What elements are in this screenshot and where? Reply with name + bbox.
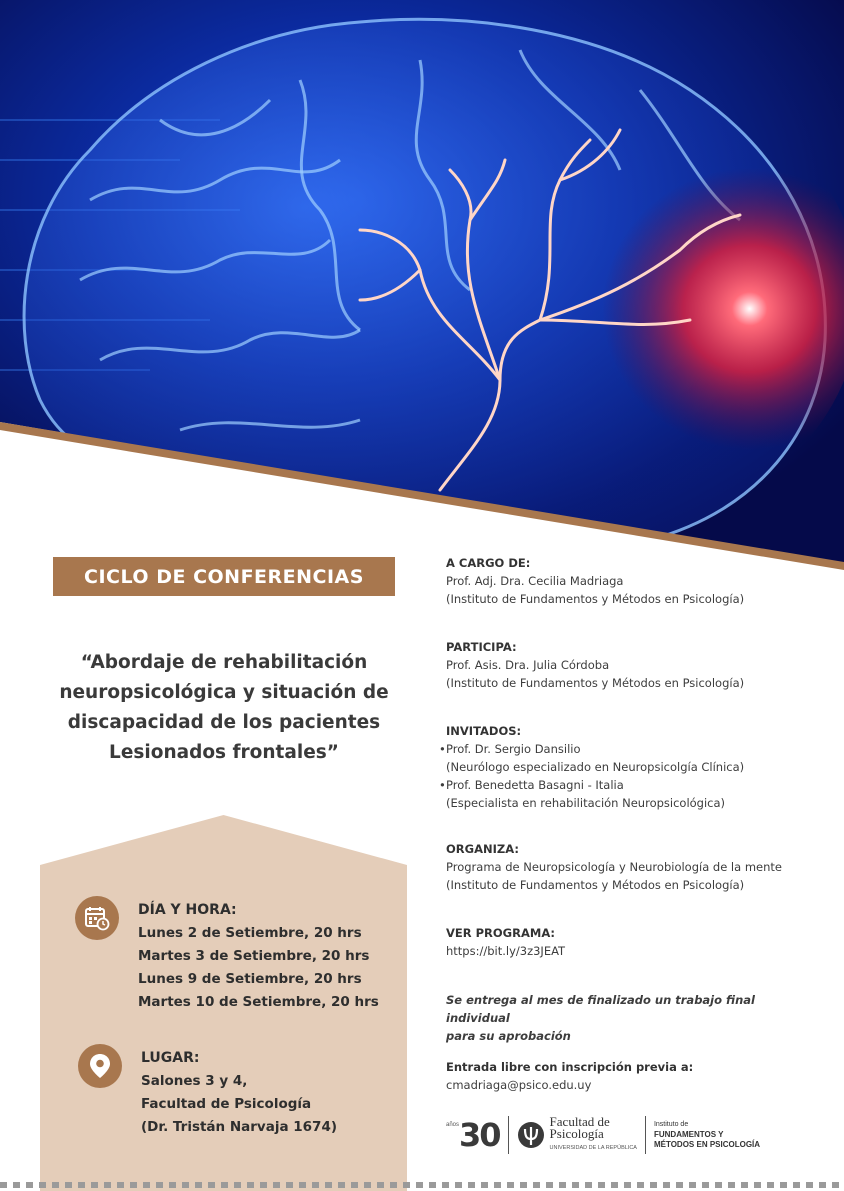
- evaluation-note: [446, 991, 816, 1045]
- anniversary-small-label: años: [446, 1122, 460, 1128]
- university-name: UNIVERSIDAD DE LA REPÚBLICA: [549, 1145, 637, 1151]
- section-line: (Instituto de Fundamentos y Métodos en Psicología): [446, 592, 745, 606]
- institute-line: Instituto de: [653, 1121, 689, 1128]
- event-type-badge: CICLO DE CONFERENCIAS: [53, 557, 395, 596]
- section-invitados: [446, 722, 816, 812]
- calendar-clock-icon: [84, 905, 110, 931]
- section-line: Prof. Asis. Dra. Julia Córdoba: [446, 658, 610, 672]
- place-block: [141, 1050, 337, 1139]
- place-title: LUGAR:: [141, 1050, 200, 1066]
- title-line: “Abordaje de rehabilitación: [80, 652, 368, 673]
- institute-logo: [646, 1120, 760, 1150]
- section-line: Programa de Neuropsicología y Neurobiología de la mente: [446, 860, 782, 874]
- schedule-icon-badge: [75, 896, 119, 940]
- section-a-cargo: [446, 554, 816, 608]
- schedule-block: [138, 902, 379, 1014]
- logo-bar: [446, 1113, 776, 1157]
- section-line: (Instituto de Fundamentos y Métodos en Psicología): [446, 676, 745, 690]
- guest-description: (Especialista en rehabilitación Neuropsicológica): [446, 796, 726, 810]
- dotted-footer-border: [0, 1182, 844, 1188]
- anniversary-number: 30: [459, 1116, 500, 1154]
- institute-line: MÉTODOS EN PSICOLOGÍA: [653, 1140, 761, 1149]
- faculty-name-line: Psicología: [549, 1126, 604, 1141]
- title-line: neuropsicológica y situación de: [59, 682, 389, 703]
- section-entrada: [446, 1058, 816, 1094]
- contact-email[interactable]: cmadriaga@psico.edu.uy: [446, 1078, 592, 1092]
- schedule-item: Martes 10 de Setiembre, 20 hrs: [138, 994, 379, 1010]
- conference-title: [40, 648, 408, 768]
- institute-line: FUNDAMENTOS Y: [653, 1130, 724, 1139]
- guest-description: (Neurólogo especializado en Neuropsicolgía Clínica): [446, 760, 745, 774]
- note-line: para su aprobación: [446, 1029, 571, 1043]
- location-pin-icon: [89, 1053, 111, 1079]
- section-title: INVITADOS:: [446, 724, 522, 738]
- place-line: Facultad de Psicología: [141, 1096, 312, 1112]
- title-line: discapacidad de los pacientes: [67, 712, 381, 733]
- schedule-item: Lunes 2 de Setiembre, 20 hrs: [138, 925, 362, 941]
- section-title: Entrada libre con inscripción previa a:: [446, 1060, 694, 1074]
- section-title: PARTICIPA:: [446, 640, 517, 654]
- section-line: Prof. Adj. Dra. Cecilia Madriaga: [446, 574, 624, 588]
- section-line: (Instituto de Fundamentos y Métodos en Psicología): [446, 878, 745, 892]
- guest-name: • Prof. Benedetta Basagni - Italia: [446, 776, 816, 794]
- section-programa: [446, 924, 816, 960]
- faculty-name-line: Facultad de: [549, 1114, 610, 1129]
- place-icon-badge: [78, 1044, 122, 1088]
- section-participa: [446, 638, 816, 692]
- section-title: ORGANIZA:: [446, 842, 519, 856]
- section-organiza: [446, 840, 816, 894]
- schedule-item: Martes 3 de Setiembre, 20 hrs: [138, 948, 370, 964]
- note-line: Se entrega al mes de finalizado un trabajo final individual: [446, 993, 755, 1025]
- guest-name: • Prof. Dr. Sergio Dansilio: [446, 740, 816, 758]
- place-line: Salones 3 y 4,: [141, 1073, 248, 1089]
- section-title: VER PROGRAMA:: [446, 926, 556, 940]
- section-title: A CARGO DE:: [446, 556, 531, 570]
- title-line: Lesionados frontales”: [109, 742, 339, 763]
- place-line: (Dr. Tristán Narvaja 1674): [141, 1119, 338, 1135]
- psi-emblem-icon: [517, 1121, 545, 1149]
- brain-hero-image: [0, 0, 844, 570]
- program-link[interactable]: https://bit.ly/3z3JEAT: [446, 944, 566, 958]
- anniversary-logo: [446, 1116, 509, 1154]
- faculty-logo: [509, 1116, 646, 1154]
- schedule-title: DÍA Y HORA:: [138, 902, 237, 918]
- schedule-item: Lunes 9 de Setiembre, 20 hrs: [138, 971, 362, 987]
